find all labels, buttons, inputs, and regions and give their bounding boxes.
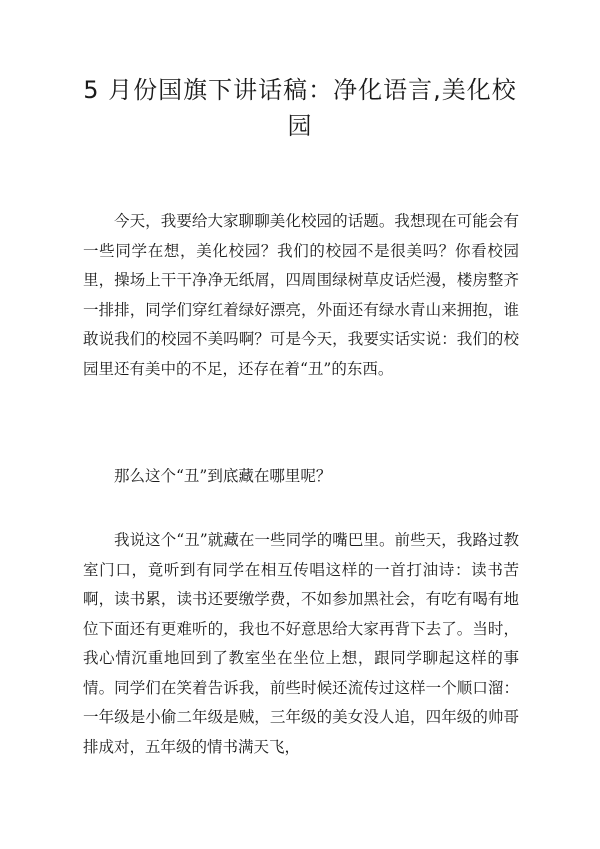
paragraph-story: 我说这个“丑”就藏在一些同学的嘴巴里。前些天，我路过教室门口，竟听到有同学在相互传唱这样的一首打油诗：读书苦啊，读书累，读书还要缴学费，不如参加黑社会，有吃有喝有地位下面还有更难听的，我也不好意思给大家再背下去了。当时，我心情沉重地回到了教室坐在坐位上想，跟同学聊起这样的事情。同学们在笑着告诉我，前些时候还流传过这样一个顺口溜：一年级是小偷二年级是贼，三年级的美女没人追，四年级的帅哥排成对，五年级的情书满天飞， [83,531,519,756]
paragraph-question: 那么这个“丑”到底藏在哪里呢？ [114,467,332,485]
document-title: 5 月份国旗下讲话稿：净化语言,美化校园 [83,76,517,140]
paragraph-intro: 今天，我要给大家聊聊美化校园的话题。我想现在可能会有一些同学在想，美化校园？我们的校园不是很美吗？你看校园里，操场上干干净净无纸屑，四周围绿树草皮话烂漫，楼房整齐一排排，同学们穿红着绿好漂亮，外面还有绿水青山来拥抱，谁敢说我们的校园不美吗啊？可是今天，我要实话实说：我们的校园里还有美中的不足，还存在着“丑”的东西。 [83,212,519,378]
